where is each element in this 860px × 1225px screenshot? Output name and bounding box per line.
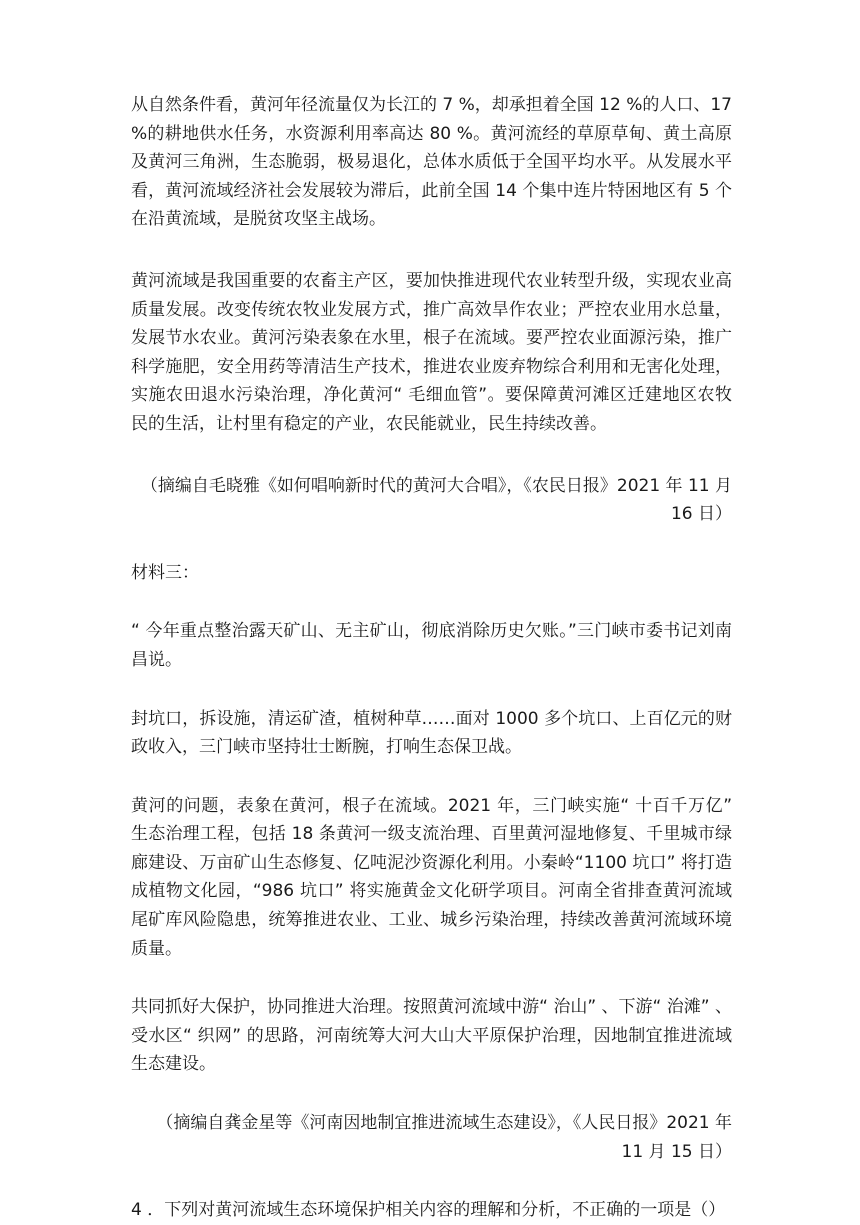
paragraph-natural-conditions: 从自然条件看，黄河年径流量仅为长江的 7 %，却承担着全国 12 %的人口、17 %的耕地供水任务，水资源利用率高达 80 %。黄河流经的草原草甸、黄土高原及黄河三角洲，生态脆弱，极易退化，总体水质低于全国平均水平。从发展水平看，黄河流域经济社会发展较为滞后，此前全国 14 个集中连片特困地区有 5 个在沿黄流域，是脱贫攻坚主战场。: [131, 95, 733, 230]
source-citation-1: （摘编自毛晓雅《如何唱响新时代的黄河大合唱》，《农民日报》2021 年 11 月 16 日）: [140, 475, 732, 525]
source-citation-2: （摘编自龚金星等《河南因地制宜推进流域生态建设》，《人民日报》2021 年 11 月 15 日）: [156, 1113, 732, 1162]
document-body: [131, 91, 732, 1225]
paragraph-protection: 共同抓好大保护，协同推进大治理。按照黄河流域中游“ 治山” 、下游“ 治滩” 、受水区“ 织网” 的思路，河南统筹大河大山大平原保护治理，因地制宜推进流域生态建设。: [131, 997, 732, 1075]
question-4: 4 ．下列对黄河流域生态环境保护相关内容的理解和分析，不正确的一项是（）: [131, 1200, 726, 1221]
paragraph-agriculture: 黄河流域是我国重要的农畜主产区，要加快推进现代农业转型升级，实现农业高质量发展。改变传统农牧业发展方式，推广高效旱作农业；严控农业用水总量，发展节水农业。黄河污染表象在水里，根子在流域。要严控农业面源污染，推广科学施肥，安全用药等清洁生产技术，推进农业废弃物综合利用和无害化处理，实施农田退水污染治理，净化黄河“ 毛细血管”。要保障黄河滩区迁建地区农牧民的生活，让村里有稳定的产业，农民能就业，民生持续改善。: [131, 270, 732, 434]
paragraph-quote: “ 今年重点整治露天矿山、无主矿山，彻底消除历史欠账。”三门峡市委书记刘南昌说。: [131, 621, 732, 670]
paragraph-mine-closure: 封坑口，拆设施，清运矿渣，植树种草……面对 1000 多个坑口、上百亿元的财政收入，三门峡市坚持壮士断腕，打响生态保卫战。: [131, 708, 732, 758]
paragraph-ecological-project: 黄河的问题，表象在黄河，根子在流域。2021 年，三门峡实施“ 十百千万亿” 生态治理工程，包括 18 条黄河一级支流治理、百里黄河湿地修复、千里城市绿廊建设、万亩矿山生态修复、亿吨泥沙资源化利用。小秦岭“1100 坑口” 将打造成植物文化园，“986 坑口” 将实施黄金文化研学项目。河南全省排查黄河流域尾矿库风险隐患，统筹推进农业、工业、城乡污染治理，持续改善黄河流域环境质量。: [131, 795, 732, 959]
material-three-heading: 材料三：: [131, 562, 199, 583]
